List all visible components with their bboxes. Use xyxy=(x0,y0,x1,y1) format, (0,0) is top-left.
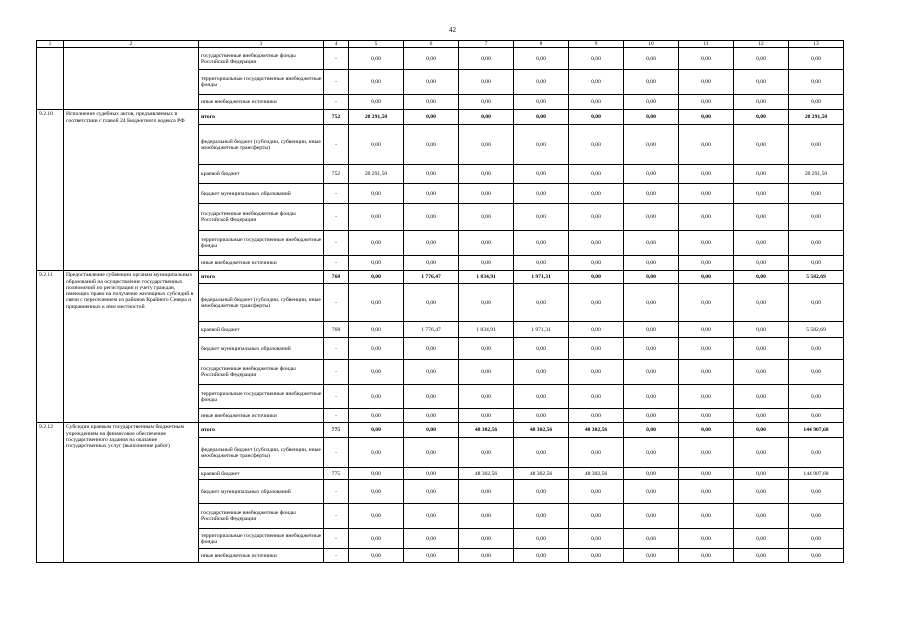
amount-cell: 0,00 xyxy=(734,409,789,423)
funding-source: краевой бюджет xyxy=(199,165,324,184)
amount-cell: 0,00 xyxy=(734,438,789,468)
budget-code: - xyxy=(324,504,349,529)
budget-code: - xyxy=(324,338,349,360)
amount-cell: 0,00 xyxy=(679,165,734,184)
amount-cell: 0,00 xyxy=(734,48,789,70)
item-code: 9.2.10 xyxy=(37,110,64,271)
amount-cell: 0,00 xyxy=(514,360,569,385)
amount-cell: 0,00 xyxy=(569,529,624,549)
amount-cell: 0,00 xyxy=(404,204,459,231)
amount-cell: 5 582,69 xyxy=(789,271,844,284)
amount-cell: 0,00 xyxy=(624,231,679,256)
item-name: Исполнение судебных актов, предъявляемых в соответствии с главой 24 Бюджетного кодекса РФ xyxy=(64,110,199,271)
amount-cell: 0,00 xyxy=(404,338,459,360)
amount-cell: 0,00 xyxy=(679,48,734,70)
funding-source: краевой бюджет xyxy=(199,322,324,338)
amount-cell: 0,00 xyxy=(514,165,569,184)
amount-cell: 0,00 xyxy=(404,231,459,256)
amount-cell: 0,00 xyxy=(569,184,624,204)
amount-cell: 0,00 xyxy=(624,322,679,338)
amount-cell: 5 582,69 xyxy=(789,322,844,338)
funding-source: иные внебюджетные источники xyxy=(199,256,324,271)
amount-cell: 0,00 xyxy=(349,468,404,480)
amount-cell: 20 291,50 xyxy=(789,165,844,184)
amount-cell: 0,00 xyxy=(349,70,404,95)
amount-cell: 0,00 xyxy=(624,360,679,385)
amount-cell: 0,00 xyxy=(679,231,734,256)
amount-cell: 0,00 xyxy=(624,338,679,360)
amount-cell: 0,00 xyxy=(569,504,624,529)
funding-source: территориальные государственные внебюджетные фонды xyxy=(199,231,324,256)
budget-code: - xyxy=(324,95,349,110)
budget-code: - xyxy=(324,480,349,504)
amount-cell: 0,00 xyxy=(349,529,404,549)
amount-cell: 1 971,31 xyxy=(514,271,569,284)
amount-cell: 0,00 xyxy=(514,385,569,409)
amount-cell: 0,00 xyxy=(349,409,404,423)
amount-cell: 0,00 xyxy=(789,95,844,110)
amount-cell: 0,00 xyxy=(679,271,734,284)
amount-cell: 0,00 xyxy=(624,409,679,423)
amount-cell: 0,00 xyxy=(734,423,789,438)
funding-source: итого xyxy=(199,423,324,438)
amount-cell: 0,00 xyxy=(789,504,844,529)
funding-source: территориальные государственные внебюджетные фонды xyxy=(199,385,324,409)
budget-code: - xyxy=(324,549,349,563)
amount-cell: 0,00 xyxy=(569,48,624,70)
column-number: 10 xyxy=(624,41,679,48)
amount-cell: 48 302,56 xyxy=(569,423,624,438)
amount-cell: 0,00 xyxy=(679,284,734,322)
funding-source: государственные внебюджетные фонды Российской Федерации xyxy=(199,204,324,231)
funding-source: федеральный бюджет (субсидии, субвенции, иные межбюджетные трансферты) xyxy=(199,125,324,165)
amount-cell: 0,00 xyxy=(679,360,734,385)
funding-source: бюджет муниципальных образований xyxy=(199,338,324,360)
amount-cell: 0,00 xyxy=(569,110,624,125)
amount-cell: 0,00 xyxy=(404,549,459,563)
amount-cell: 0,00 xyxy=(569,95,624,110)
column-number: 2 xyxy=(64,41,199,48)
item-code: 9.2.11 xyxy=(37,271,64,423)
budget-code: - xyxy=(324,256,349,271)
funding-source: федеральный бюджет (субсидии, субвенции, иные межбюджетные трансферты) xyxy=(199,438,324,468)
amount-cell: 0,00 xyxy=(459,48,514,70)
amount-cell: 0,00 xyxy=(349,231,404,256)
amount-cell: 0,00 xyxy=(349,504,404,529)
funding-source: итого xyxy=(199,110,324,125)
column-number: 5 xyxy=(349,41,404,48)
column-number: 7 xyxy=(459,41,514,48)
amount-cell: 0,00 xyxy=(624,468,679,480)
amount-cell: 0,00 xyxy=(349,125,404,165)
budget-code: - xyxy=(324,70,349,95)
amount-cell: 0,00 xyxy=(734,95,789,110)
funding-source: территориальные государственные внебюджетные фонды xyxy=(199,70,324,95)
amount-cell: 0,00 xyxy=(514,184,569,204)
column-number: 3 xyxy=(199,41,324,48)
amount-cell: 0,00 xyxy=(514,438,569,468)
budget-code: 752 xyxy=(324,110,349,125)
amount-cell: 0,00 xyxy=(514,125,569,165)
item-name: Субсидии краевым государственным бюджетным учреждениям на финансовое обеспечение государственного задания на оказание государственных услуг (выполнение работ) xyxy=(64,423,199,563)
amount-cell: 0,00 xyxy=(404,284,459,322)
amount-cell: 0,00 xyxy=(459,95,514,110)
amount-cell: 0,00 xyxy=(734,256,789,271)
amount-cell: 0,00 xyxy=(514,409,569,423)
amount-cell: 0,00 xyxy=(569,409,624,423)
amount-cell: 0,00 xyxy=(624,480,679,504)
amount-cell: 0,00 xyxy=(349,48,404,70)
amount-cell: 20 291,50 xyxy=(789,110,844,125)
budget-code: - xyxy=(324,184,349,204)
amount-cell: 0,00 xyxy=(459,385,514,409)
amount-cell: 0,00 xyxy=(789,256,844,271)
amount-cell: 0,00 xyxy=(734,322,789,338)
amount-cell: 0,00 xyxy=(624,385,679,409)
amount-cell: 0,00 xyxy=(349,438,404,468)
item-code-cell xyxy=(37,48,64,110)
amount-cell: 0,00 xyxy=(404,70,459,95)
amount-cell: 0,00 xyxy=(569,70,624,95)
amount-cell: 0,00 xyxy=(679,549,734,563)
amount-cell: 0,00 xyxy=(734,284,789,322)
amount-cell: 0,00 xyxy=(514,48,569,70)
amount-cell: 0,00 xyxy=(789,549,844,563)
amount-cell: 0,00 xyxy=(624,504,679,529)
amount-cell: 0,00 xyxy=(459,125,514,165)
amount-cell: 0,00 xyxy=(459,204,514,231)
amount-cell: 0,00 xyxy=(789,480,844,504)
column-number: 1 xyxy=(37,41,64,48)
budget-code: 768 xyxy=(324,271,349,284)
amount-cell: 0,00 xyxy=(349,480,404,504)
amount-cell: 0,00 xyxy=(789,360,844,385)
amount-cell: 0,00 xyxy=(404,529,459,549)
amount-cell: 0,00 xyxy=(624,549,679,563)
amount-cell: 0,00 xyxy=(789,125,844,165)
amount-cell: 0,00 xyxy=(679,70,734,95)
amount-cell: 0,00 xyxy=(459,70,514,95)
amount-cell: 0,00 xyxy=(404,165,459,184)
amount-cell: 0,00 xyxy=(404,184,459,204)
amount-cell: 0,00 xyxy=(679,504,734,529)
amount-cell: 0,00 xyxy=(459,360,514,385)
amount-cell: 0,00 xyxy=(624,48,679,70)
budget-code: - xyxy=(324,360,349,385)
amount-cell: 1 776,47 xyxy=(404,322,459,338)
amount-cell: 0,00 xyxy=(679,438,734,468)
amount-cell: 0,00 xyxy=(459,480,514,504)
amount-cell: 0,00 xyxy=(349,360,404,385)
amount-cell: 0,00 xyxy=(404,360,459,385)
amount-cell: 0,00 xyxy=(734,468,789,480)
amount-cell: 0,00 xyxy=(734,480,789,504)
amount-cell: 0,00 xyxy=(404,504,459,529)
budget-code: 752 xyxy=(324,165,349,184)
amount-cell: 0,00 xyxy=(789,284,844,322)
amount-cell: 0,00 xyxy=(789,529,844,549)
amount-cell: 0,00 xyxy=(514,231,569,256)
amount-cell: 0,00 xyxy=(734,338,789,360)
amount-cell: 0,00 xyxy=(789,338,844,360)
amount-cell: 0,00 xyxy=(459,409,514,423)
amount-cell: 0,00 xyxy=(734,70,789,95)
amount-cell: 0,00 xyxy=(514,110,569,125)
amount-cell: 0,00 xyxy=(349,271,404,284)
amount-cell: 0,00 xyxy=(734,504,789,529)
funding-source: государственные внебюджетные фонды Российской Федерации xyxy=(199,48,324,70)
amount-cell: 0,00 xyxy=(624,256,679,271)
budget-code: - xyxy=(324,48,349,70)
table-row xyxy=(37,271,844,284)
column-number: 8 xyxy=(514,41,569,48)
amount-cell: 0,00 xyxy=(459,231,514,256)
amount-cell: 0,00 xyxy=(789,231,844,256)
amount-cell: 0,00 xyxy=(624,70,679,95)
amount-cell: 0,00 xyxy=(679,529,734,549)
column-number: 13 xyxy=(789,41,844,48)
amount-cell: 0,00 xyxy=(459,165,514,184)
amount-cell: 0,00 xyxy=(789,409,844,423)
amount-cell: 0,00 xyxy=(349,338,404,360)
table-header-row xyxy=(37,41,844,48)
amount-cell: 0,00 xyxy=(569,256,624,271)
funding-source: иные внебюджетные источники xyxy=(199,549,324,563)
amount-cell: 0,00 xyxy=(624,529,679,549)
funding-source: федеральный бюджет (субсидии, субвенции, иные межбюджетные трансферты) xyxy=(199,284,324,322)
amount-cell: 0,00 xyxy=(679,423,734,438)
amount-cell: 0,00 xyxy=(734,231,789,256)
amount-cell: 0,00 xyxy=(349,322,404,338)
budget-code: - xyxy=(324,125,349,165)
budget-code: 775 xyxy=(324,423,349,438)
amount-cell: 0,00 xyxy=(734,549,789,563)
column-number: 6 xyxy=(404,41,459,48)
amount-cell: 0,00 xyxy=(679,468,734,480)
amount-cell: 0,00 xyxy=(679,480,734,504)
amount-cell: 1 971,31 xyxy=(514,322,569,338)
amount-cell: 0,00 xyxy=(624,125,679,165)
amount-cell: 0,00 xyxy=(734,529,789,549)
amount-cell: 0,00 xyxy=(569,271,624,284)
amount-cell: 0,00 xyxy=(514,480,569,504)
budget-code: - xyxy=(324,438,349,468)
amount-cell: 0,00 xyxy=(349,385,404,409)
item-name: Предоставление субвенции органам муниципальных образований на осуществление государственных полномочий по регистрации и учету граждан, имеющих право на получение жилищных субсидий в связи с переселением из районов Крайнего Севера и приравненных к ним местностей xyxy=(64,271,199,423)
amount-cell: 0,00 xyxy=(459,184,514,204)
amount-cell: 0,00 xyxy=(624,204,679,231)
amount-cell: 0,00 xyxy=(624,110,679,125)
amount-cell: 0,00 xyxy=(569,204,624,231)
amount-cell: 0,00 xyxy=(514,284,569,322)
amount-cell: 0,00 xyxy=(569,231,624,256)
amount-cell: 144 907,68 xyxy=(789,468,844,480)
amount-cell: 0,00 xyxy=(569,165,624,184)
amount-cell: 48 302,56 xyxy=(459,468,514,480)
amount-cell: 0,00 xyxy=(349,256,404,271)
amount-cell: 0,00 xyxy=(734,360,789,385)
amount-cell: 0,00 xyxy=(569,125,624,165)
budget-code: - xyxy=(324,529,349,549)
amount-cell: 48 302,56 xyxy=(514,423,569,438)
amount-cell: 0,00 xyxy=(404,438,459,468)
amount-cell: 20 291,50 xyxy=(349,165,404,184)
amount-cell: 0,00 xyxy=(569,549,624,563)
funding-source: иные внебюджетные источники xyxy=(199,409,324,423)
table-body xyxy=(37,41,844,563)
amount-cell: 0,00 xyxy=(679,110,734,125)
amount-cell: 0,00 xyxy=(734,110,789,125)
amount-cell: 0,00 xyxy=(624,284,679,322)
amount-cell: 1 834,91 xyxy=(459,271,514,284)
budget-code: 775 xyxy=(324,468,349,480)
amount-cell: 0,00 xyxy=(459,504,514,529)
amount-cell: 0,00 xyxy=(404,468,459,480)
amount-cell: 0,00 xyxy=(569,385,624,409)
budget-code: - xyxy=(324,409,349,423)
amount-cell: 0,00 xyxy=(679,409,734,423)
amount-cell: 0,00 xyxy=(514,549,569,563)
amount-cell: 0,00 xyxy=(404,95,459,110)
amount-cell: 0,00 xyxy=(624,184,679,204)
amount-cell: 0,00 xyxy=(569,338,624,360)
funding-source: краевой бюджет xyxy=(199,468,324,480)
amount-cell: 0,00 xyxy=(569,480,624,504)
amount-cell: 0,00 xyxy=(624,165,679,184)
funding-source: иные внебюджетные источники xyxy=(199,95,324,110)
amount-cell: 0,00 xyxy=(679,385,734,409)
amount-cell: 0,00 xyxy=(514,256,569,271)
amount-cell: 0,00 xyxy=(734,184,789,204)
funding-source: территориальные государственные внебюджетные фонды xyxy=(199,529,324,549)
amount-cell: 0,00 xyxy=(459,256,514,271)
amount-cell: 0,00 xyxy=(349,204,404,231)
amount-cell: 0,00 xyxy=(459,284,514,322)
amount-cell: 0,00 xyxy=(349,184,404,204)
amount-cell: 0,00 xyxy=(404,423,459,438)
amount-cell: 0,00 xyxy=(679,204,734,231)
amount-cell: 0,00 xyxy=(734,165,789,184)
funding-source: итого xyxy=(199,271,324,284)
amount-cell: 0,00 xyxy=(404,256,459,271)
page-number: 42 xyxy=(449,26,456,34)
table-row xyxy=(37,423,844,438)
column-number: 12 xyxy=(734,41,789,48)
amount-cell: 0,00 xyxy=(404,409,459,423)
amount-cell: 1 776,47 xyxy=(404,271,459,284)
amount-cell: 0,00 xyxy=(459,438,514,468)
funding-source: государственные внебюджетные фонды Российской Федерации xyxy=(199,504,324,529)
amount-cell: 0,00 xyxy=(404,48,459,70)
amount-cell: 0,00 xyxy=(624,438,679,468)
amount-cell: 0,00 xyxy=(679,322,734,338)
amount-cell: 0,00 xyxy=(404,385,459,409)
amount-cell: 0,00 xyxy=(734,204,789,231)
amount-cell: 0,00 xyxy=(679,256,734,271)
funding-source: бюджет муниципальных образований xyxy=(199,480,324,504)
budget-table xyxy=(36,40,844,563)
amount-cell: 0,00 xyxy=(734,385,789,409)
amount-cell: 0,00 xyxy=(569,360,624,385)
budget-code: - xyxy=(324,231,349,256)
amount-cell: 0,00 xyxy=(404,125,459,165)
amount-cell: 0,00 xyxy=(514,504,569,529)
amount-cell: 48 302,56 xyxy=(459,423,514,438)
amount-cell: 144 907,68 xyxy=(789,423,844,438)
table-row xyxy=(37,48,844,70)
budget-code: - xyxy=(324,284,349,322)
amount-cell: 0,00 xyxy=(404,480,459,504)
amount-cell: 20 291,50 xyxy=(349,110,404,125)
amount-cell: 0,00 xyxy=(624,95,679,110)
amount-cell: 0,00 xyxy=(514,529,569,549)
amount-cell: 0,00 xyxy=(679,95,734,110)
item-code: 9.2.12 xyxy=(37,423,64,563)
amount-cell: 0,00 xyxy=(569,322,624,338)
table-row xyxy=(37,110,844,125)
amount-cell: 0,00 xyxy=(789,184,844,204)
amount-cell: 0,00 xyxy=(459,110,514,125)
amount-cell: 0,00 xyxy=(789,48,844,70)
amount-cell: 1 834,91 xyxy=(459,322,514,338)
amount-cell: 0,00 xyxy=(569,438,624,468)
amount-cell: 0,00 xyxy=(514,338,569,360)
amount-cell: 48 302,56 xyxy=(514,468,569,480)
column-number: 11 xyxy=(679,41,734,48)
amount-cell: 0,00 xyxy=(459,338,514,360)
amount-cell: 0,00 xyxy=(349,95,404,110)
amount-cell: 0,00 xyxy=(679,184,734,204)
budget-code: - xyxy=(324,385,349,409)
column-number: 4 xyxy=(324,41,349,48)
amount-cell: 0,00 xyxy=(789,385,844,409)
amount-cell: 0,00 xyxy=(349,423,404,438)
amount-cell: 0,00 xyxy=(349,549,404,563)
amount-cell: 0,00 xyxy=(404,110,459,125)
amount-cell: 0,00 xyxy=(514,70,569,95)
amount-cell: 0,00 xyxy=(789,204,844,231)
item-name-cell xyxy=(64,48,199,110)
amount-cell: 0,00 xyxy=(514,204,569,231)
budget-code: 768 xyxy=(324,322,349,338)
funding-source: государственные внебюджетные фонды Российской Федерации xyxy=(199,360,324,385)
amount-cell: 0,00 xyxy=(734,271,789,284)
amount-cell: 0,00 xyxy=(569,284,624,322)
budget-code: - xyxy=(324,204,349,231)
funding-source: бюджет муниципальных образований xyxy=(199,184,324,204)
amount-cell: 0,00 xyxy=(734,125,789,165)
amount-cell: 0,00 xyxy=(679,125,734,165)
amount-cell: 48 302,56 xyxy=(569,468,624,480)
amount-cell: 0,00 xyxy=(514,95,569,110)
amount-cell: 0,00 xyxy=(624,423,679,438)
amount-cell: 0,00 xyxy=(789,70,844,95)
amount-cell: 0,00 xyxy=(349,284,404,322)
amount-cell: 0,00 xyxy=(789,438,844,468)
amount-cell: 0,00 xyxy=(679,338,734,360)
amount-cell: 0,00 xyxy=(459,549,514,563)
amount-cell: 0,00 xyxy=(459,529,514,549)
column-number: 9 xyxy=(569,41,624,48)
amount-cell: 0,00 xyxy=(624,271,679,284)
